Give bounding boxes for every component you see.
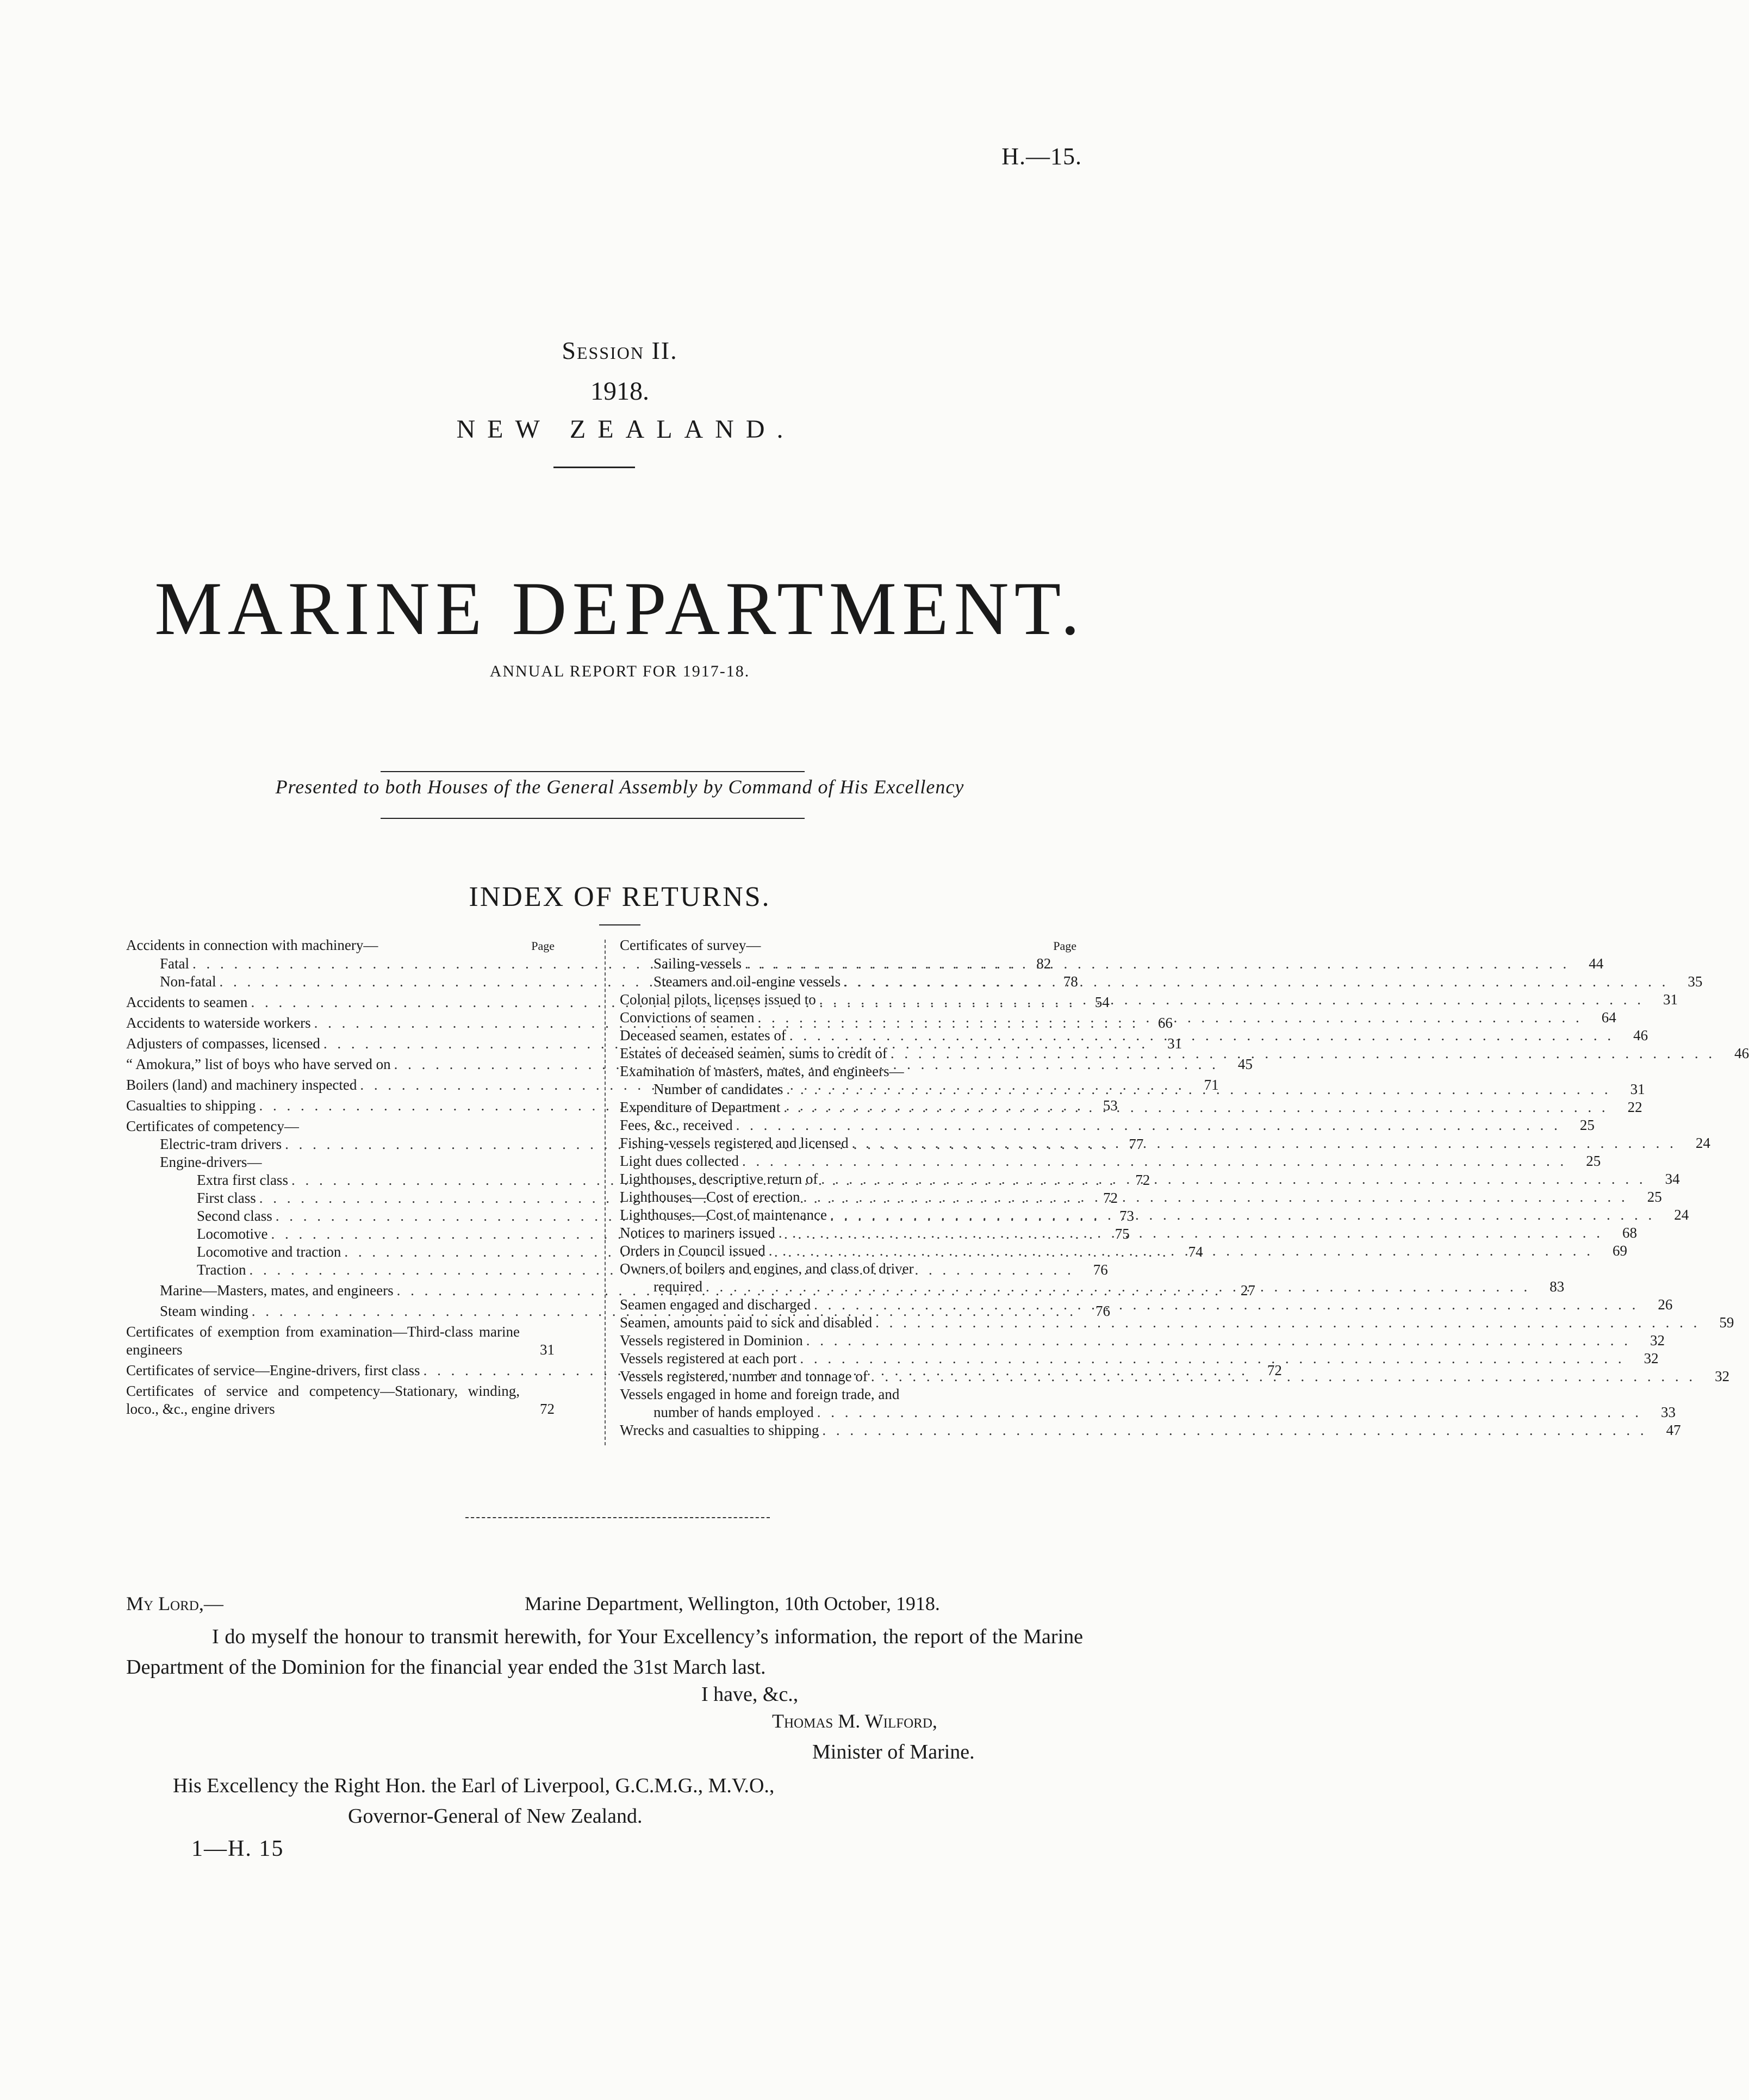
page-header-label: Page	[531, 939, 555, 953]
dot-leader	[765, 1242, 1597, 1260]
presented-rule-bottom	[381, 818, 805, 819]
index-entry-text: Convictions of seamen	[620, 1009, 755, 1026]
session-label	[0, 336, 1240, 365]
index-entry-page: 76	[1093, 1262, 1108, 1278]
index-entry-page: 46	[1633, 1027, 1648, 1043]
signer-name: Thomas M. Wilford,	[772, 1710, 937, 1732]
index-entry	[620, 1045, 1749, 1063]
index-entry-text: Casualties to shipping	[126, 1097, 256, 1114]
index-entry-text: number of hands employed	[653, 1404, 814, 1420]
dot-leader	[742, 955, 1573, 973]
index-entry-text: Light dues collected	[620, 1153, 739, 1169]
page-column-header	[620, 936, 1076, 955]
signer-title: Minister of Marine.	[812, 1741, 975, 1763]
index-entry	[620, 1385, 1076, 1403]
index-entry-text: Vessels registered at each port	[620, 1350, 797, 1366]
index-entry-page: 75	[1115, 1226, 1130, 1242]
page-column-header	[126, 936, 555, 955]
index-entry-text: Engine-drivers—	[160, 1154, 262, 1170]
index-entry-text: Steamers and oil-engine vessels	[653, 973, 841, 990]
index-entry-page: 32	[1644, 1350, 1659, 1366]
index-entry	[620, 1403, 1676, 1421]
index-entry-text: Sailing-vessels	[653, 955, 742, 972]
dot-leader	[796, 1350, 1628, 1368]
index-entry	[620, 1314, 1734, 1332]
index-entry-page: 69	[1612, 1242, 1627, 1259]
dot-leader	[816, 991, 1647, 1009]
index-entry-text: Vessels engaged in home and foreign trade, and	[620, 1386, 900, 1402]
index-entry-text: Non-fatal	[160, 973, 216, 990]
index-entry-text: Seamen, amounts paid to sick and disabled	[620, 1314, 873, 1331]
index-entry-page: 32	[1715, 1368, 1730, 1384]
index-entry	[126, 1382, 555, 1418]
index-entry-text: required	[653, 1278, 702, 1295]
index-entry	[620, 955, 1604, 973]
index-entry-text: Seamen engaged and discharged	[620, 1296, 811, 1313]
index-entry-text: Lighthouses—Cost of erection	[620, 1189, 800, 1205]
dot-leader	[783, 1080, 1614, 1098]
index-entry-text: Deceased seamen, estates of	[620, 1027, 786, 1043]
index-entry-text: Fees, &c., received	[620, 1117, 733, 1133]
index-entry-text: Lighthouses, descriptive return of	[620, 1171, 818, 1187]
index-entry-text: Certificates of competency—	[126, 1118, 299, 1134]
addressee-line-1: His Excellency the Right Hon. the Earl of Liverpool, G.C.M.G., M.V.O.,	[173, 1774, 775, 1797]
index-entry-page: 83	[1549, 1278, 1565, 1295]
country-label: NEW ZEALAND.	[456, 415, 795, 444]
index-entry-text: Examination of masters, mates, and engineers—	[620, 1063, 904, 1079]
salutation: My Lord,—	[126, 1593, 223, 1614]
index-entry-page: 54	[1094, 994, 1110, 1010]
index-entry	[126, 1323, 555, 1359]
index-entry-text: First class	[197, 1190, 256, 1206]
index-entry-page: 45	[1237, 1056, 1253, 1072]
index-entry-text: Accidents to seamen	[126, 994, 248, 1010]
addressee-line-2: Governor-General of New Zealand.	[348, 1805, 643, 1828]
index-entry-text: Fishing-vessels registered and licensed	[620, 1135, 849, 1151]
index-entry-page: 46	[1734, 1045, 1749, 1061]
dot-leader	[786, 1027, 1617, 1045]
dot-leader	[849, 1134, 1680, 1152]
dot-leader	[868, 1368, 1699, 1385]
dot-leader	[739, 1152, 1570, 1170]
index-entry-page: 72	[1267, 1362, 1282, 1378]
index-entry-page: 35	[1688, 973, 1703, 990]
index-entry-page: 31	[1663, 991, 1678, 1008]
index-entry-page: 31	[540, 1341, 555, 1358]
index-entry-text: Traction	[197, 1262, 246, 1278]
presented-rule-top	[381, 771, 805, 772]
letter-closing: I have, &c.,	[701, 1683, 799, 1706]
index-entry	[620, 1332, 1665, 1350]
main-title: MARINE DEPARTMENT.	[154, 567, 1085, 651]
index-entry-text: Boilers (land) and machinery inspected	[126, 1077, 357, 1093]
index-entry-page: 25	[1579, 1117, 1595, 1133]
letter-date: Marine Department, Wellington, 10th October, 1918.	[525, 1593, 940, 1614]
index-entry-text: Orders in Council issued	[620, 1242, 765, 1259]
index-entry-page: 64	[1601, 1009, 1616, 1026]
dot-leader	[819, 1421, 1650, 1439]
session-text: Session II.	[562, 337, 678, 364]
index-entry-page: 27	[1240, 1282, 1255, 1298]
index-entry-text: Electric-tram drivers	[160, 1136, 282, 1152]
column-divider	[605, 940, 606, 1445]
page-code: H.—15.	[1001, 143, 1082, 170]
page-header-label: Page	[1053, 939, 1076, 953]
index-entry-text: Lighthouses—Cost of maintenance	[620, 1207, 827, 1223]
index-entry-text: Steam winding	[160, 1303, 248, 1319]
dot-leader	[841, 973, 1672, 991]
index-entry-text: Extra first class	[197, 1172, 288, 1188]
index-entry-text: Marine—Masters, mates, and engineers	[160, 1282, 394, 1298]
index-entry-text: Accidents to waterside workers	[126, 1015, 311, 1031]
index-entry-text: Number of candidates	[653, 1081, 783, 1097]
index-entry-page: 66	[1157, 1015, 1173, 1031]
index-entry-text: Adjusters of compasses, licensed	[126, 1035, 320, 1052]
signature-code: 1—H. 15	[191, 1836, 284, 1861]
index-entry-text: Accidents in connection with machinery—	[126, 937, 378, 953]
letter-body: I do myself the honour to transmit herewith, for Your Excellency’s information, the report of the Marine Department of the Dominion for the financial year ended the 31st March last.	[126, 1625, 1083, 1679]
dot-leader	[827, 1206, 1658, 1224]
index-entry-page: 25	[1586, 1153, 1601, 1169]
year-label: 1918.	[590, 377, 649, 406]
index-entry	[620, 1421, 1681, 1439]
index-entry-page: 72	[540, 1401, 555, 1417]
index-entry-page: 26	[1658, 1296, 1673, 1313]
dot-leader	[872, 1314, 1703, 1332]
header-divider	[553, 467, 635, 468]
index-entry-page: 53	[1103, 1097, 1118, 1114]
index-entry-text: Certificates of service—Engine-drivers, first class	[126, 1362, 420, 1378]
index-entry-page: 78	[1063, 973, 1078, 990]
index-entry	[126, 1117, 555, 1135]
section-divider	[465, 1517, 770, 1518]
index-entry	[620, 973, 1703, 991]
dot-leader	[811, 1296, 1642, 1314]
index-entry-text: Vessels registered in Dominion	[620, 1332, 803, 1349]
index-entry-page: 33	[1660, 1404, 1676, 1420]
index-entry-page: 47	[1666, 1422, 1681, 1438]
dot-leader	[814, 1403, 1645, 1421]
dot-leader	[818, 1170, 1649, 1188]
index-entry-page: 22	[1627, 1099, 1642, 1115]
index-entry-page: 76	[1096, 1303, 1110, 1319]
index-entry-page: 31	[1630, 1081, 1645, 1097]
index-entry-text: Second class	[197, 1208, 272, 1224]
index-entry-page: 34	[1665, 1171, 1680, 1187]
index-title: INDEX OF RETURNS.	[469, 881, 771, 912]
index-entry-page: 32	[1650, 1332, 1665, 1349]
index-entry-text: Vessels registered, number and tonnage of	[620, 1368, 868, 1384]
index-entry-page: 73	[1119, 1208, 1134, 1224]
index-entry-text: Certificates of service and competency—Stationary, winding, loco., &c., engine drivers	[126, 1383, 520, 1417]
index-entry-page: 71	[1204, 1077, 1219, 1093]
index-entry-page: 31	[1167, 1035, 1182, 1052]
index-entry-page: 82	[1036, 955, 1051, 972]
index-entry-text: Expenditure of Department	[620, 1099, 781, 1115]
index-entry-page: 68	[1622, 1225, 1637, 1241]
index-entry-text: Certificates of exemption from examination—Third-class marine engineers	[126, 1324, 520, 1358]
index-entry-page: 44	[1589, 955, 1604, 972]
dot-leader	[887, 1045, 1719, 1063]
report-subtitle: ANNUAL REPORT FOR 1917-18.	[489, 662, 750, 680]
dot-leader	[754, 1009, 1585, 1027]
index-entry-page: 24	[1674, 1207, 1689, 1223]
index-entry	[620, 1116, 1595, 1134]
index-entry-page: 59	[1719, 1314, 1734, 1331]
index-entry	[126, 1153, 555, 1171]
index-entry-text: Owners of boilers and engines, and class of driver	[620, 1260, 914, 1277]
dot-leader	[702, 1278, 1534, 1296]
dot-leader	[733, 1116, 1564, 1134]
index-entry-text: Locomotive	[197, 1226, 268, 1242]
index-entry-page: 72	[1103, 1190, 1118, 1206]
dot-leader	[803, 1332, 1634, 1350]
index-entry-page: 25	[1647, 1189, 1662, 1205]
index-entry-page: 24	[1695, 1135, 1710, 1151]
presented-line: Presented to both Houses of the General Assembly by Command of His Excellency	[275, 776, 964, 798]
dot-leader	[800, 1188, 1631, 1206]
dot-leader	[780, 1098, 1611, 1116]
index-entry-text: Locomotive and traction	[197, 1244, 341, 1260]
index-entry-text: Certificates of survey—	[620, 937, 761, 953]
index-entry-page: 77	[1129, 1136, 1144, 1152]
index-divider	[599, 924, 640, 925]
index-entry-text: Notices to mariners issued	[620, 1225, 775, 1241]
index-entry	[620, 1063, 1076, 1080]
index-entry	[620, 1350, 1659, 1368]
dot-leader	[775, 1224, 1607, 1242]
index-entry	[620, 1152, 1601, 1170]
index-entry-text: Wrecks and casualties to shipping	[620, 1422, 819, 1438]
index-entry-page: 74	[1188, 1244, 1203, 1260]
index-entry-text: Estates of deceased seamen, sums to credit of	[620, 1045, 887, 1061]
index-entry-page: 72	[1135, 1172, 1150, 1188]
index-entry	[620, 1260, 1076, 1278]
index-entry-text: “ Amokura,” list of boys who have served on	[126, 1056, 391, 1072]
index-entry-text: Colonial pilots, licenses issued to	[620, 991, 816, 1008]
index-entry-text: Fatal	[160, 955, 189, 972]
